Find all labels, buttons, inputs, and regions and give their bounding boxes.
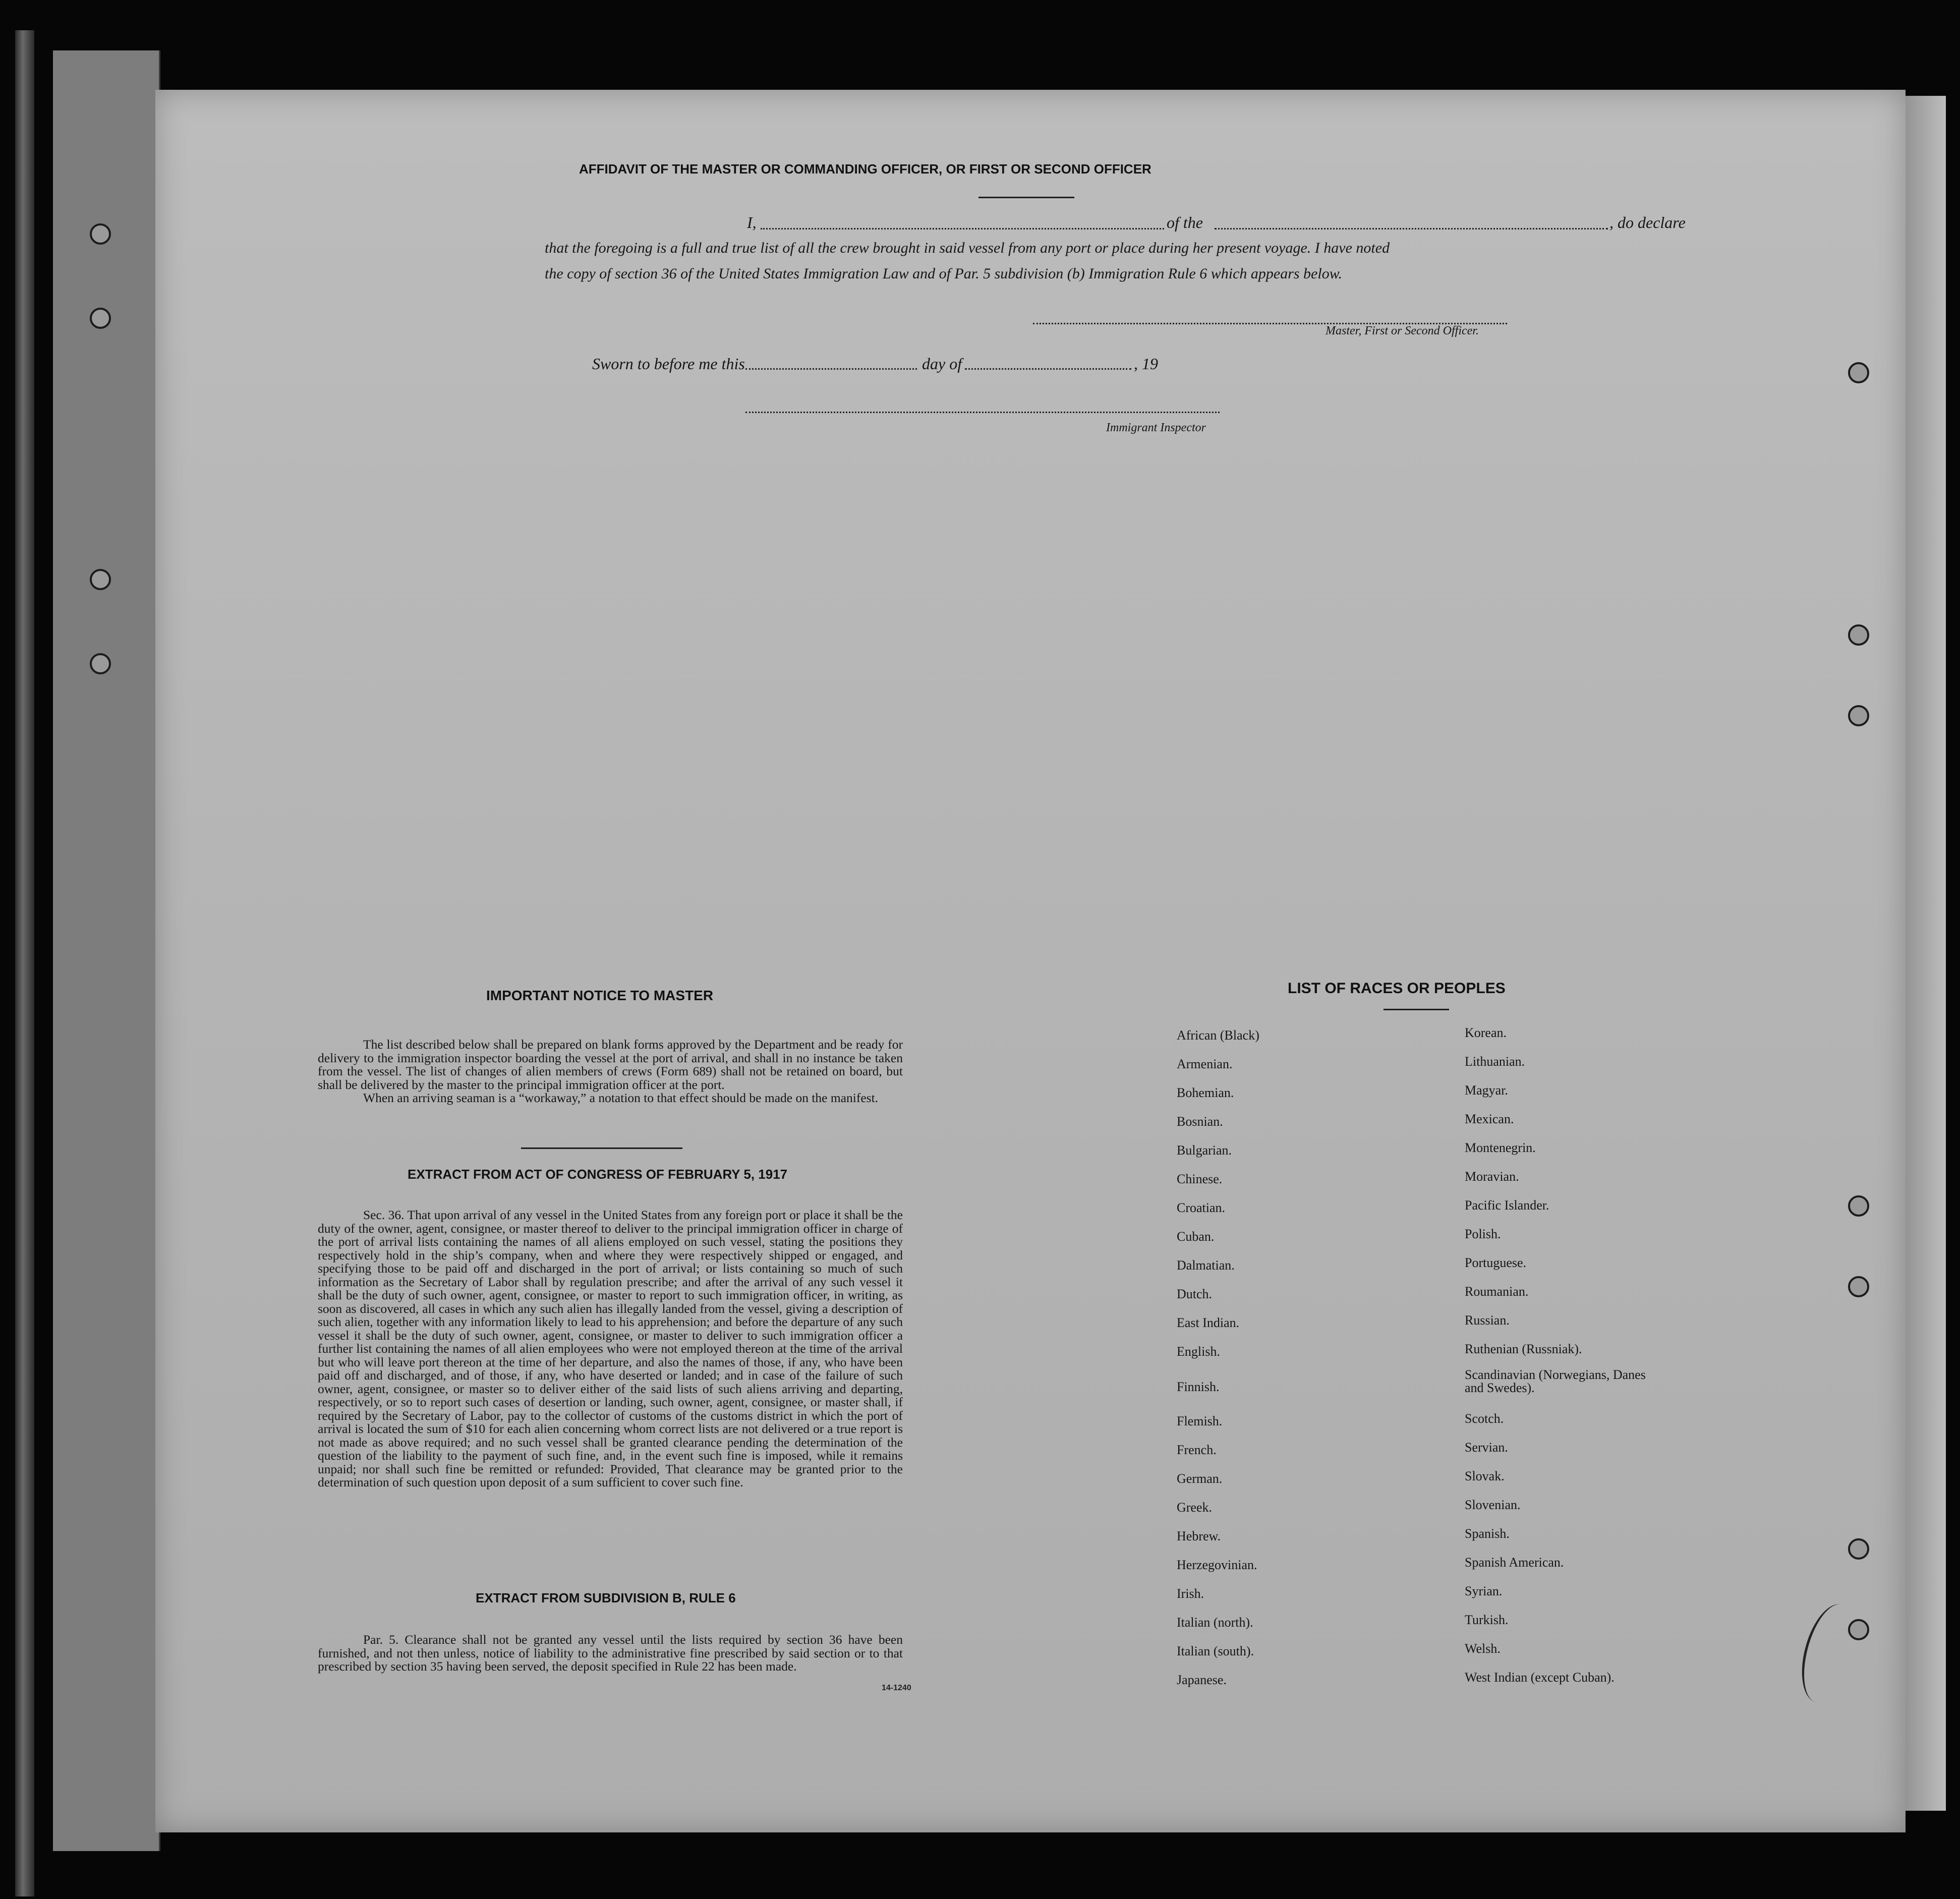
race-right-18: Spanish American. <box>1465 1555 1564 1570</box>
punch-hole <box>1848 362 1869 383</box>
race-left-10: East Indian. <box>1177 1315 1240 1330</box>
notice-title: IMPORTANT NOTICE TO MASTER <box>486 988 714 1003</box>
race-left-5: Chinese. <box>1177 1172 1223 1186</box>
sworn-prefix: Sworn to before me this <box>592 355 745 373</box>
affidavit-declare: , do declare <box>1609 213 1686 232</box>
act-extract-text <box>318 1209 903 1489</box>
punch-hole <box>1848 1538 1869 1560</box>
name-blank <box>761 228 1164 229</box>
race-left-7: Cuban. <box>1177 1229 1215 1244</box>
race-left-3: Bosnian. <box>1177 1114 1223 1129</box>
race-left-11: English. <box>1177 1344 1220 1359</box>
race-right-3: Mexican. <box>1465 1112 1514 1126</box>
punch-hole <box>90 653 111 674</box>
pencil-mark <box>1793 1598 1865 1708</box>
notice-paragraph-1: The list described below shall be prepared on blank forms approved by the Department and be ready for delivery to the immigration inspector boarding the vessel at the port of arrival, and shall in no instance be taken from the vessel. The list of changes of alien members of crews (Form 689) shall not be retained on board, but shall be delivered by the master to the principal immigration officer at the port. <box>318 1037 903 1092</box>
punch-hole <box>90 308 111 329</box>
punch-hole <box>90 223 111 245</box>
punch-hole <box>1848 1619 1869 1640</box>
race-left-21: Italian (south). <box>1177 1644 1254 1658</box>
race-right-12: Scandinavian (Norwegians, Danes and Swedes). <box>1465 1367 1646 1395</box>
race-left-16: Greek. <box>1177 1500 1213 1515</box>
race-left-4: Bulgarian. <box>1177 1143 1232 1158</box>
race-left-12: Finnish. <box>1177 1379 1220 1394</box>
race-right-1: Lithuanian. <box>1465 1054 1525 1069</box>
title-underline <box>978 197 1074 198</box>
race-right-16: Slovenian. <box>1465 1498 1521 1512</box>
rule-6-text: Par. 5. Clearance shall not be granted any vessel until the lists required by section 36 have been furnished, and not then unless, notice of liability to the administrative fine prescribed by said section or to that prescribed by section 35 having been served, the deposit specified in Rule 22 has been made. <box>318 1632 903 1674</box>
sworn-month-blank <box>965 368 1131 370</box>
manifest-page <box>155 90 1906 1832</box>
race-right-5: Moravian. <box>1465 1169 1519 1184</box>
race-left-20: Italian (north). <box>1177 1615 1253 1630</box>
rule-extract-text <box>318 1633 903 1674</box>
race-left-1: Armenian. <box>1177 1057 1233 1071</box>
notice-divider <box>521 1147 682 1149</box>
race-right-17: Spanish. <box>1465 1526 1510 1541</box>
race-left-0: African (Black) <box>1177 1028 1259 1043</box>
race-right-0: Korean. <box>1465 1025 1507 1040</box>
race-left-2: Bohemian. <box>1177 1085 1234 1100</box>
race-right-19: Syrian. <box>1465 1584 1503 1598</box>
race-left-15: German. <box>1177 1471 1223 1486</box>
affidavit-line3: the copy of section 36 of the United States Immigration Law and of Par. 5 subdivision (b) Immigration Rule 6 which appears below. <box>545 265 1342 282</box>
race-right-2: Magyar. <box>1465 1083 1508 1098</box>
right-page-edge <box>1900 96 1946 1811</box>
punch-hole <box>90 569 111 590</box>
race-right-13: Scotch. <box>1465 1411 1504 1426</box>
races-underline <box>1383 1009 1449 1010</box>
race-right-4: Montenegrin. <box>1465 1140 1536 1155</box>
inspector-label: Immigrant Inspector <box>1106 421 1206 434</box>
race-right-15: Slovak. <box>1465 1469 1505 1483</box>
race-left-8: Dalmatian. <box>1177 1258 1235 1273</box>
rule-extract-title: EXTRACT FROM SUBDIVISION B, RULE 6 <box>476 1590 736 1605</box>
punch-hole <box>1848 1195 1869 1217</box>
form-number: 14-1240 <box>882 1684 911 1692</box>
scan-edge-strip <box>15 30 34 1896</box>
race-right-14: Servian. <box>1465 1440 1508 1455</box>
race-left-17: Hebrew. <box>1177 1529 1221 1543</box>
affidavit-title: AFFIDAVIT OF THE MASTER OR COMMANDING OFFICER, OR FIRST OR SECOND OFFICER <box>579 161 1151 177</box>
race-right-22: West Indian (except Cuban). <box>1465 1670 1615 1685</box>
affidavit-line2: that the foregoing is a full and true list of all the crew brought in said vessel from any port or place during her present voyage. I have noted <box>545 240 1390 256</box>
sworn-day-blank <box>745 368 917 370</box>
race-right-7: Polish. <box>1465 1227 1501 1241</box>
notice-text <box>318 1038 903 1105</box>
race-right-6: Pacific Islander. <box>1465 1198 1549 1213</box>
punch-hole <box>1848 1276 1869 1297</box>
race-left-19: Irish. <box>1177 1586 1204 1601</box>
act-extract-title: EXTRACT FROM ACT OF CONGRESS OF FEBRUARY 5, 1917 <box>408 1167 788 1182</box>
race-left-22: Japanese. <box>1177 1673 1227 1687</box>
races-title: LIST OF RACES OR PEOPLES <box>1288 980 1506 997</box>
punch-hole <box>1848 705 1869 726</box>
race-right-21: Welsh. <box>1465 1641 1501 1656</box>
race-left-18: Herzegovinian. <box>1177 1558 1257 1572</box>
signature-label: Master, First or Second Officer. <box>1325 324 1479 337</box>
race-left-9: Dutch. <box>1177 1287 1213 1301</box>
race-right-8: Portuguese. <box>1465 1255 1527 1270</box>
race-right-20: Turkish. <box>1465 1613 1509 1627</box>
sworn-year: , 19 <box>1134 355 1158 373</box>
race-right-10: Russian. <box>1465 1313 1510 1328</box>
inspector-signature-blank <box>745 412 1220 413</box>
section-36-text: Sec. 36. That upon arrival of any vessel in the United States from any foreign port or place it shall be the duty of the owner, agent, consignee, or master thereof to deliver to the principal immigration officer in charge of the port of arrival lists containing the names of all aliens employed on such vessel, stating the positions they respectively hold in the ship’s company, when and where they were respectively shipped or engaged, and specifying those to be paid off and discharged in the port of arrival; or lists containing so much of such information as the Secretary of Labor shall by regulation prescribe; and after the arrival of any such vessel it shall be the duty of such owner, agent, consignee, or master to report to such immigration officer, in writing, as soon as discovered, all cases in which any such alien has illegally landed from the vessel, giving a description of such alien, together with any information likely to lead to his apprehension; and before the departure of any such vessel it shall be the duty of such owner, agent, consignee, or master to deliver to such immigration officer a further list containing the names of all alien employees who were not employed thereon at the time of the arrival but who will leave port thereon at the time of her departure, and also the names of those, if any, who have been paid off and discharged, and of those, if any, who have deserted or landed; and in case of the failure of such owner, agent, consignee, or master so to deliver either of the said lists of such aliens arriving and departing, respectively, or so to report such cases of desertion or landing, such owner, agent, consignee, or master shall, if required by the Secretary of Labor, pay to the collector of customs of the customs district in which the port of arrival is located the sum of $10 for each alien concerning whom correct lists are not delivered or a true report is not made as above required; and no such vessel shall be granted clearance pending the determination of the question of the liability to the payment of such fine, and, in the event such fine is imposed, while it remains unpaid; nor shall such fine be remitted or refunded: Provided, That clearance may be granted prior to the determination of such question upon deposit of a sum sufficient to cover such fine. <box>318 1207 903 1489</box>
vessel-blank <box>1215 228 1608 229</box>
race-right-9: Roumanian. <box>1465 1284 1529 1299</box>
punch-hole <box>1848 624 1869 646</box>
notice-paragraph-2: When an arriving seaman is a “workaway,” a notation to that effect should be made on the manifest. <box>363 1090 879 1105</box>
race-left-14: French. <box>1177 1443 1217 1457</box>
race-right-11: Ruthenian (Russniak). <box>1465 1342 1582 1356</box>
race-left-6: Croatian. <box>1177 1200 1226 1215</box>
race-left-13: Flemish. <box>1177 1414 1223 1428</box>
sworn-day-of: day of <box>922 355 962 373</box>
affidavit-of-the: of the <box>1167 213 1203 232</box>
affidavit-line-i: I, <box>747 213 757 232</box>
